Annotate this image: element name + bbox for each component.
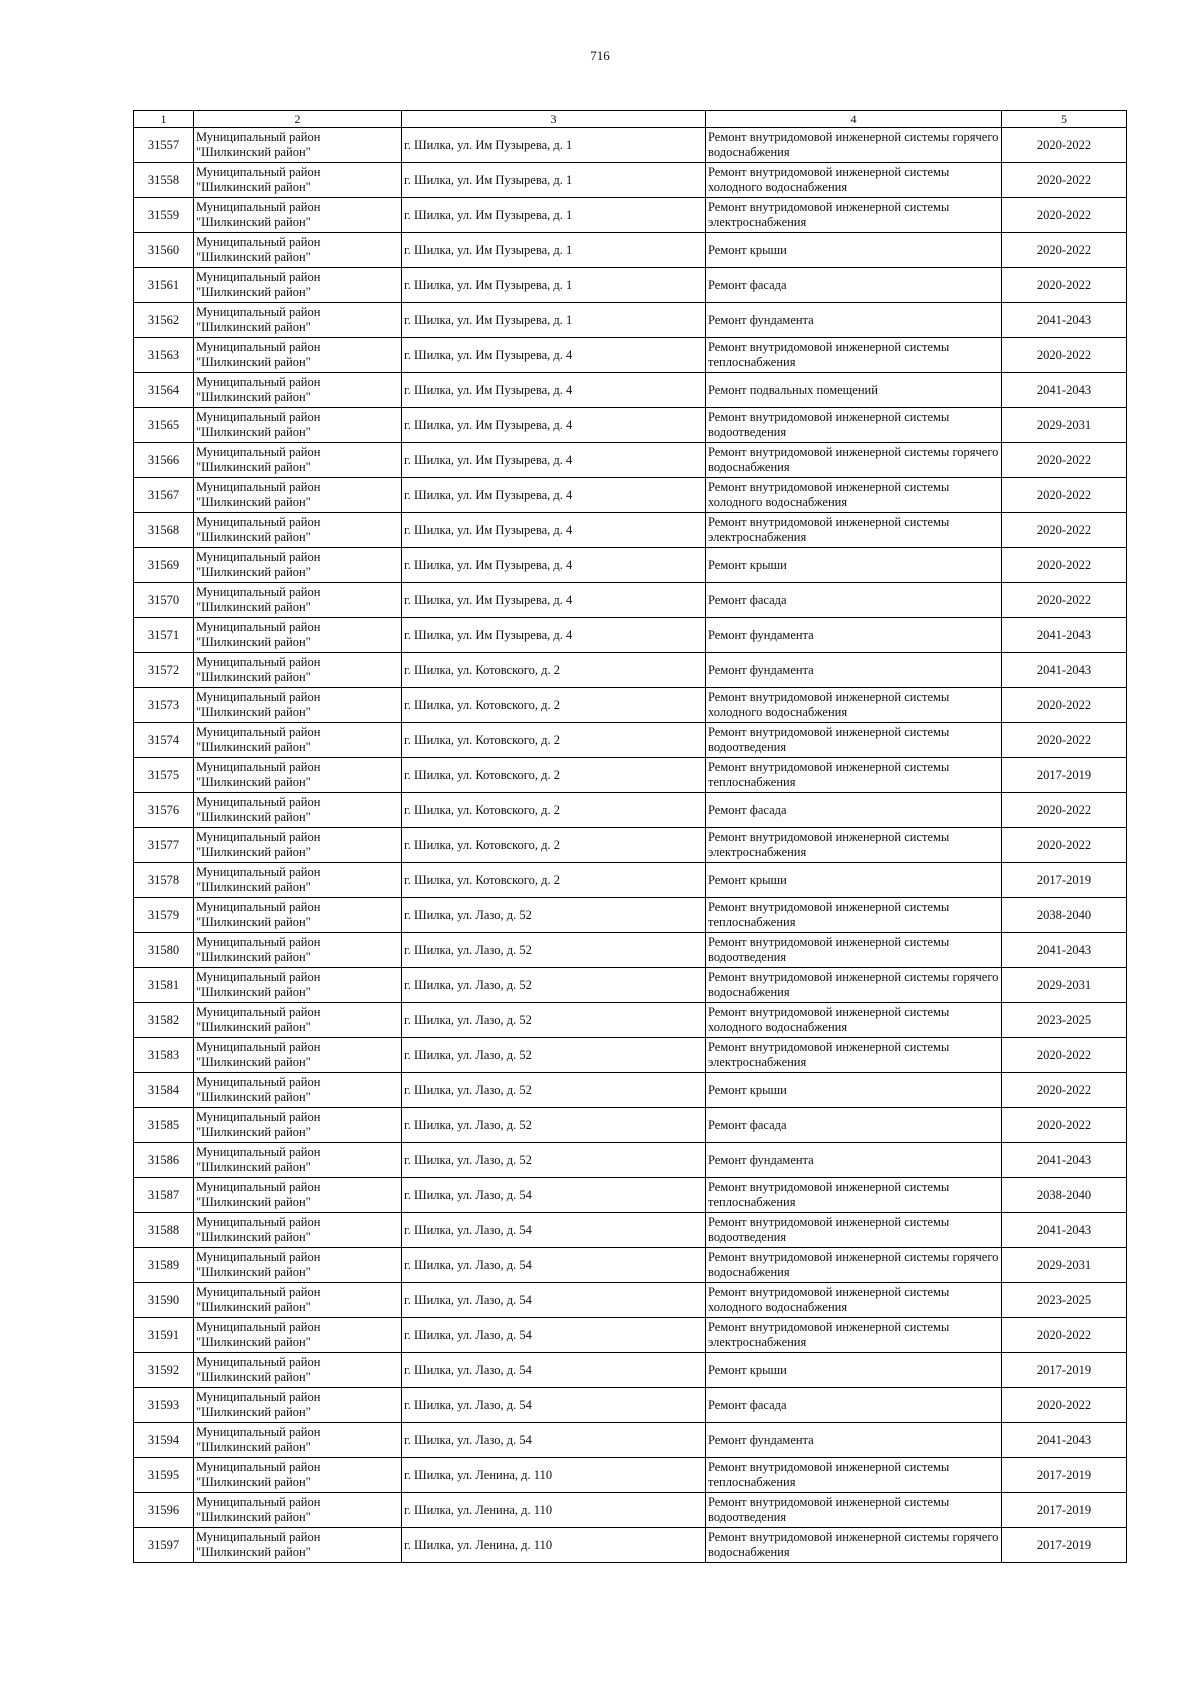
period-cell: 2029-2031 [1002, 968, 1127, 1003]
table-row [134, 373, 1127, 408]
municipality-cell: Муниципальный район "Шилкинский район" [194, 478, 402, 513]
municipality-cell: Муниципальный район "Шилкинский район" [194, 1493, 402, 1528]
municipality-cell: Муниципальный район "Шилкинский район" [194, 1248, 402, 1283]
row-number-cell: 31568 [134, 513, 194, 548]
work-type-cell: Ремонт внутридомовой инженерной системы водоотведения [706, 723, 1002, 758]
work-type-cell: Ремонт внутридомовой инженерной системы холодного водоснабжения [706, 1003, 1002, 1038]
page-number: 716 [590, 48, 610, 63]
address-cell: г. Шилка, ул. Им Пузырева, д. 4 [402, 443, 706, 478]
municipality-cell: Муниципальный район "Шилкинский район" [194, 303, 402, 338]
address-cell: г. Шилка, ул. Им Пузырева, д. 4 [402, 583, 706, 618]
work-type-cell: Ремонт фасада [706, 1388, 1002, 1423]
municipality-cell: Муниципальный район "Шилкинский район" [194, 233, 402, 268]
municipality-cell: Муниципальный район "Шилкинский район" [194, 1423, 402, 1458]
table-row [134, 863, 1127, 898]
table-row [134, 548, 1127, 583]
municipality-cell: Муниципальный район "Шилкинский район" [194, 1038, 402, 1073]
address-cell: г. Шилка, ул. Лазо, д. 52 [402, 1143, 706, 1178]
period-cell: 2020-2022 [1002, 723, 1127, 758]
table-body [134, 128, 1127, 1563]
address-cell: г. Шилка, ул. Им Пузырева, д. 1 [402, 198, 706, 233]
table-row [134, 513, 1127, 548]
address-cell: г. Шилка, ул. Им Пузырева, д. 1 [402, 128, 706, 163]
work-type-cell: Ремонт фундамента [706, 653, 1002, 688]
table-row [134, 1458, 1127, 1493]
address-cell: г. Шилка, ул. Им Пузырева, д. 4 [402, 338, 706, 373]
row-number-cell: 31578 [134, 863, 194, 898]
address-cell: г. Шилка, ул. Ленина, д. 110 [402, 1458, 706, 1493]
period-cell: 2020-2022 [1002, 478, 1127, 513]
table-row [134, 163, 1127, 198]
row-number-cell: 31594 [134, 1423, 194, 1458]
table-row [134, 1143, 1127, 1178]
municipality-cell: Муниципальный район "Шилкинский район" [194, 723, 402, 758]
period-cell: 2020-2022 [1002, 338, 1127, 373]
municipality-cell: Муниципальный район "Шилкинский район" [194, 1318, 402, 1353]
row-number-cell: 31590 [134, 1283, 194, 1318]
period-cell: 2020-2022 [1002, 1108, 1127, 1143]
period-cell: 2020-2022 [1002, 268, 1127, 303]
period-cell: 2020-2022 [1002, 548, 1127, 583]
row-number-cell: 31566 [134, 443, 194, 478]
municipality-cell: Муниципальный район "Шилкинский район" [194, 198, 402, 233]
row-number-cell: 31560 [134, 233, 194, 268]
period-cell: 2017-2019 [1002, 1528, 1127, 1563]
period-cell: 2029-2031 [1002, 1248, 1127, 1283]
period-cell: 2020-2022 [1002, 128, 1127, 163]
period-cell: 2020-2022 [1002, 233, 1127, 268]
municipality-cell: Муниципальный район "Шилкинский район" [194, 268, 402, 303]
row-number-cell: 31565 [134, 408, 194, 443]
period-cell: 2020-2022 [1002, 793, 1127, 828]
municipality-cell: Муниципальный район "Шилкинский район" [194, 1143, 402, 1178]
municipality-cell: Муниципальный район "Шилкинский район" [194, 338, 402, 373]
municipality-cell: Муниципальный район "Шилкинский район" [194, 1353, 402, 1388]
row-number-cell: 31575 [134, 758, 194, 793]
work-type-cell: Ремонт фундамента [706, 1143, 1002, 1178]
work-type-cell: Ремонт крыши [706, 548, 1002, 583]
table-row [134, 1388, 1127, 1423]
address-cell: г. Шилка, ул. Им Пузырева, д. 1 [402, 303, 706, 338]
column-header-1: 1 [134, 111, 194, 128]
municipality-cell: Муниципальный район "Шилкинский район" [194, 408, 402, 443]
work-type-cell: Ремонт внутридомовой инженерной системы электроснабжения [706, 198, 1002, 233]
period-cell: 2041-2043 [1002, 933, 1127, 968]
work-type-cell: Ремонт внутридомовой инженерной системы электроснабжения [706, 513, 1002, 548]
municipality-cell: Муниципальный район "Шилкинский район" [194, 1388, 402, 1423]
table-row [134, 338, 1127, 373]
work-type-cell: Ремонт фундамента [706, 1423, 1002, 1458]
period-cell: 2020-2022 [1002, 198, 1127, 233]
table-row [134, 408, 1127, 443]
row-number-cell: 31593 [134, 1388, 194, 1423]
row-number-cell: 31586 [134, 1143, 194, 1178]
row-number-cell: 31589 [134, 1248, 194, 1283]
work-type-cell: Ремонт фундамента [706, 618, 1002, 653]
row-number-cell: 31567 [134, 478, 194, 513]
row-number-cell: 31559 [134, 198, 194, 233]
work-type-cell: Ремонт внутридомовой инженерной системы горячего водоснабжения [706, 443, 1002, 478]
table-row [134, 1073, 1127, 1108]
table-row [134, 1248, 1127, 1283]
municipality-cell: Муниципальный район "Шилкинский район" [194, 163, 402, 198]
address-cell: г. Шилка, ул. Лазо, д. 54 [402, 1388, 706, 1423]
table-row [134, 1213, 1127, 1248]
address-cell: г. Шилка, ул. Котовского, д. 2 [402, 723, 706, 758]
row-number-cell: 31596 [134, 1493, 194, 1528]
row-number-cell: 31564 [134, 373, 194, 408]
table-row [134, 198, 1127, 233]
work-type-cell: Ремонт внутридомовой инженерной системы холодного водоснабжения [706, 163, 1002, 198]
address-cell: г. Шилка, ул. Им Пузырева, д. 1 [402, 233, 706, 268]
address-cell: г. Шилка, ул. Лазо, д. 54 [402, 1423, 706, 1458]
address-cell: г. Шилка, ул. Котовского, д. 2 [402, 688, 706, 723]
address-cell: г. Шилка, ул. Ленина, д. 110 [402, 1493, 706, 1528]
municipality-cell: Муниципальный район "Шилкинский район" [194, 1283, 402, 1318]
work-type-cell: Ремонт крыши [706, 1073, 1002, 1108]
address-cell: г. Шилка, ул. Им Пузырева, д. 4 [402, 618, 706, 653]
table-row [134, 793, 1127, 828]
row-number-cell: 31563 [134, 338, 194, 373]
address-cell: г. Шилка, ул. Им Пузырева, д. 4 [402, 478, 706, 513]
table-row [134, 583, 1127, 618]
work-type-cell: Ремонт фасада [706, 1108, 1002, 1143]
work-type-cell: Ремонт внутридомовой инженерной системы водоотведения [706, 408, 1002, 443]
municipality-cell: Муниципальный район "Шилкинский район" [194, 1073, 402, 1108]
municipality-cell: Муниципальный район "Шилкинский район" [194, 1458, 402, 1493]
address-cell: г. Шилка, ул. Лазо, д. 52 [402, 1108, 706, 1143]
period-cell: 2041-2043 [1002, 1213, 1127, 1248]
work-type-cell: Ремонт фасада [706, 793, 1002, 828]
address-cell: г. Шилка, ул. Лазо, д. 54 [402, 1178, 706, 1213]
municipality-cell: Муниципальный район "Шилкинский район" [194, 793, 402, 828]
municipality-cell: Муниципальный район "Шилкинский район" [194, 898, 402, 933]
municipality-cell: Муниципальный район "Шилкинский район" [194, 583, 402, 618]
table-row [134, 1108, 1127, 1143]
period-cell: 2020-2022 [1002, 688, 1127, 723]
address-cell: г. Шилка, ул. Лазо, д. 52 [402, 1038, 706, 1073]
municipality-cell: Муниципальный район "Шилкинский район" [194, 758, 402, 793]
period-cell: 2017-2019 [1002, 1493, 1127, 1528]
period-cell: 2038-2040 [1002, 898, 1127, 933]
work-type-cell: Ремонт внутридомовой инженерной системы теплоснабжения [706, 338, 1002, 373]
row-number-cell: 31574 [134, 723, 194, 758]
table-row [134, 898, 1127, 933]
table-row [134, 478, 1127, 513]
work-type-cell: Ремонт внутридомовой инженерной системы горячего водоснабжения [706, 1248, 1002, 1283]
address-cell: г. Шилка, ул. Лазо, д. 54 [402, 1353, 706, 1388]
period-cell: 2020-2022 [1002, 1388, 1127, 1423]
work-type-cell: Ремонт внутридомовой инженерной системы горячего водоснабжения [706, 968, 1002, 1003]
period-cell: 2020-2022 [1002, 1038, 1127, 1073]
period-cell: 2020-2022 [1002, 1073, 1127, 1108]
work-type-cell: Ремонт фундамента [706, 303, 1002, 338]
table-row [134, 618, 1127, 653]
address-cell: г. Шилка, ул. Лазо, д. 52 [402, 1073, 706, 1108]
row-number-cell: 31572 [134, 653, 194, 688]
row-number-cell: 31570 [134, 583, 194, 618]
table-row [134, 1528, 1127, 1563]
table-row [134, 758, 1127, 793]
table-row [134, 933, 1127, 968]
municipality-cell: Муниципальный район "Шилкинский район" [194, 373, 402, 408]
municipality-cell: Муниципальный район "Шилкинский район" [194, 548, 402, 583]
municipality-cell: Муниципальный район "Шилкинский район" [194, 443, 402, 478]
municipality-cell: Муниципальный район "Шилкинский район" [194, 1003, 402, 1038]
row-number-cell: 31592 [134, 1353, 194, 1388]
work-type-cell: Ремонт внутридомовой инженерной системы горячего водоснабжения [706, 128, 1002, 163]
row-number-cell: 31562 [134, 303, 194, 338]
address-cell: г. Шилка, ул. Лазо, д. 54 [402, 1248, 706, 1283]
municipality-cell: Муниципальный район "Шилкинский район" [194, 618, 402, 653]
address-cell: г. Шилка, ул. Котовского, д. 2 [402, 828, 706, 863]
period-cell: 2017-2019 [1002, 758, 1127, 793]
period-cell: 2038-2040 [1002, 1178, 1127, 1213]
period-cell: 2041-2043 [1002, 653, 1127, 688]
table-row [134, 1423, 1127, 1458]
address-cell: г. Шилка, ул. Лазо, д. 54 [402, 1283, 706, 1318]
table-row [134, 303, 1127, 338]
row-number-cell: 31581 [134, 968, 194, 1003]
period-cell: 2023-2025 [1002, 1283, 1127, 1318]
table-row [134, 1318, 1127, 1353]
address-cell: г. Шилка, ул. Им Пузырева, д. 4 [402, 408, 706, 443]
table-row [134, 1038, 1127, 1073]
period-cell: 2041-2043 [1002, 373, 1127, 408]
work-type-cell: Ремонт фасада [706, 583, 1002, 618]
municipality-cell: Муниципальный район "Шилкинский район" [194, 863, 402, 898]
municipality-cell: Муниципальный район "Шилкинский район" [194, 513, 402, 548]
period-cell: 2020-2022 [1002, 583, 1127, 618]
table-row [134, 1493, 1127, 1528]
row-number-cell: 31584 [134, 1073, 194, 1108]
row-number-cell: 31577 [134, 828, 194, 863]
address-cell: г. Шилка, ул. Котовского, д. 2 [402, 653, 706, 688]
work-type-cell: Ремонт крыши [706, 1353, 1002, 1388]
work-type-cell: Ремонт внутридомовой инженерной системы теплоснабжения [706, 1178, 1002, 1213]
table-row [134, 1178, 1127, 1213]
table-row [134, 1353, 1127, 1388]
work-type-cell: Ремонт внутридомовой инженерной системы водоотведения [706, 1493, 1002, 1528]
work-type-cell: Ремонт внутридомовой инженерной системы водоотведения [706, 933, 1002, 968]
address-cell: г. Шилка, ул. Им Пузырева, д. 4 [402, 373, 706, 408]
table-row [134, 1003, 1127, 1038]
table-row [134, 1283, 1127, 1318]
work-type-cell: Ремонт внутридомовой инженерной системы холодного водоснабжения [706, 688, 1002, 723]
work-type-cell: Ремонт внутридомовой инженерной системы холодного водоснабжения [706, 478, 1002, 513]
work-type-cell: Ремонт внутридомовой инженерной системы холодного водоснабжения [706, 1283, 1002, 1318]
address-cell: г. Шилка, ул. Им Пузырева, д. 1 [402, 268, 706, 303]
table-row [134, 653, 1127, 688]
work-type-cell: Ремонт внутридомовой инженерной системы электроснабжения [706, 1318, 1002, 1353]
work-type-cell: Ремонт внутридомовой инженерной системы теплоснабжения [706, 758, 1002, 793]
period-cell: 2017-2019 [1002, 1353, 1127, 1388]
period-cell: 2020-2022 [1002, 443, 1127, 478]
work-type-cell: Ремонт фасада [706, 268, 1002, 303]
period-cell: 2029-2031 [1002, 408, 1127, 443]
period-cell: 2041-2043 [1002, 618, 1127, 653]
address-cell: г. Шилка, ул. Лазо, д. 52 [402, 898, 706, 933]
work-type-cell: Ремонт внутридомовой инженерной системы горячего водоснабжения [706, 1528, 1002, 1563]
table-row [134, 233, 1127, 268]
row-number-cell: 31588 [134, 1213, 194, 1248]
work-type-cell: Ремонт внутридомовой инженерной системы электроснабжения [706, 1038, 1002, 1073]
row-number-cell: 31597 [134, 1528, 194, 1563]
period-cell: 2041-2043 [1002, 1143, 1127, 1178]
period-cell: 2017-2019 [1002, 863, 1127, 898]
work-type-cell: Ремонт внутридомовой инженерной системы водоотведения [706, 1213, 1002, 1248]
municipality-cell: Муниципальный район "Шилкинский район" [194, 1178, 402, 1213]
period-cell: 2017-2019 [1002, 1458, 1127, 1493]
address-cell: г. Шилка, ул. Лазо, д. 54 [402, 1318, 706, 1353]
address-cell: г. Шилка, ул. Лазо, д. 52 [402, 1003, 706, 1038]
row-number-cell: 31579 [134, 898, 194, 933]
row-number-cell: 31558 [134, 163, 194, 198]
row-number-cell: 31569 [134, 548, 194, 583]
row-number-cell: 31595 [134, 1458, 194, 1493]
address-cell: г. Шилка, ул. Лазо, д. 54 [402, 1213, 706, 1248]
work-type-cell: Ремонт внутридомовой инженерной системы теплоснабжения [706, 1458, 1002, 1493]
work-type-cell: Ремонт внутридомовой инженерной системы теплоснабжения [706, 898, 1002, 933]
address-cell: г. Шилка, ул. Лазо, д. 52 [402, 968, 706, 1003]
address-cell: г. Шилка, ул. Ленина, д. 110 [402, 1528, 706, 1563]
municipality-cell: Муниципальный район "Шилкинский район" [194, 933, 402, 968]
municipality-cell: Муниципальный район "Шилкинский район" [194, 688, 402, 723]
row-number-cell: 31573 [134, 688, 194, 723]
table-row [134, 128, 1127, 163]
work-type-cell: Ремонт крыши [706, 233, 1002, 268]
table-row [134, 828, 1127, 863]
row-number-cell: 31571 [134, 618, 194, 653]
column-header-3: 3 [402, 111, 706, 128]
period-cell: 2041-2043 [1002, 1423, 1127, 1458]
municipality-cell: Муниципальный район "Шилкинский район" [194, 128, 402, 163]
row-number-cell: 31582 [134, 1003, 194, 1038]
table-row [134, 688, 1127, 723]
municipality-cell: Муниципальный район "Шилкинский район" [194, 828, 402, 863]
table-row [134, 268, 1127, 303]
address-cell: г. Шилка, ул. Им Пузырева, д. 1 [402, 163, 706, 198]
row-number-cell: 31557 [134, 128, 194, 163]
address-cell: г. Шилка, ул. Котовского, д. 2 [402, 758, 706, 793]
work-type-cell: Ремонт подвальных помещений [706, 373, 1002, 408]
table-row [134, 723, 1127, 758]
row-number-cell: 31585 [134, 1108, 194, 1143]
address-cell: г. Шилка, ул. Лазо, д. 52 [402, 933, 706, 968]
row-number-cell: 31587 [134, 1178, 194, 1213]
table-row [134, 968, 1127, 1003]
work-type-cell: Ремонт внутридомовой инженерной системы электроснабжения [706, 828, 1002, 863]
table-row [134, 443, 1127, 478]
row-number-cell: 31583 [134, 1038, 194, 1073]
period-cell: 2020-2022 [1002, 1318, 1127, 1353]
municipality-cell: Муниципальный район "Шилкинский район" [194, 653, 402, 688]
address-cell: г. Шилка, ул. Котовского, д. 2 [402, 793, 706, 828]
period-cell: 2023-2025 [1002, 1003, 1127, 1038]
row-number-cell: 31580 [134, 933, 194, 968]
period-cell: 2020-2022 [1002, 828, 1127, 863]
address-cell: г. Шилка, ул. Им Пузырева, д. 4 [402, 513, 706, 548]
municipality-cell: Муниципальный район "Шилкинский район" [194, 968, 402, 1003]
work-type-cell: Ремонт крыши [706, 863, 1002, 898]
municipality-cell: Муниципальный район "Шилкинский район" [194, 1108, 402, 1143]
column-header-5: 5 [1002, 111, 1127, 128]
row-number-cell: 31576 [134, 793, 194, 828]
municipality-cell: Муниципальный район "Шилкинский район" [194, 1213, 402, 1248]
column-header-2: 2 [194, 111, 402, 128]
header-row [134, 111, 1127, 128]
row-number-cell: 31561 [134, 268, 194, 303]
address-cell: г. Шилка, ул. Им Пузырева, д. 4 [402, 548, 706, 583]
period-cell: 2020-2022 [1002, 163, 1127, 198]
period-cell: 2020-2022 [1002, 513, 1127, 548]
repair-register-table [133, 110, 1127, 1563]
row-number-cell: 31591 [134, 1318, 194, 1353]
municipality-cell: Муниципальный район "Шилкинский район" [194, 1528, 402, 1563]
column-header-4: 4 [706, 111, 1002, 128]
address-cell: г. Шилка, ул. Котовского, д. 2 [402, 863, 706, 898]
period-cell: 2041-2043 [1002, 303, 1127, 338]
